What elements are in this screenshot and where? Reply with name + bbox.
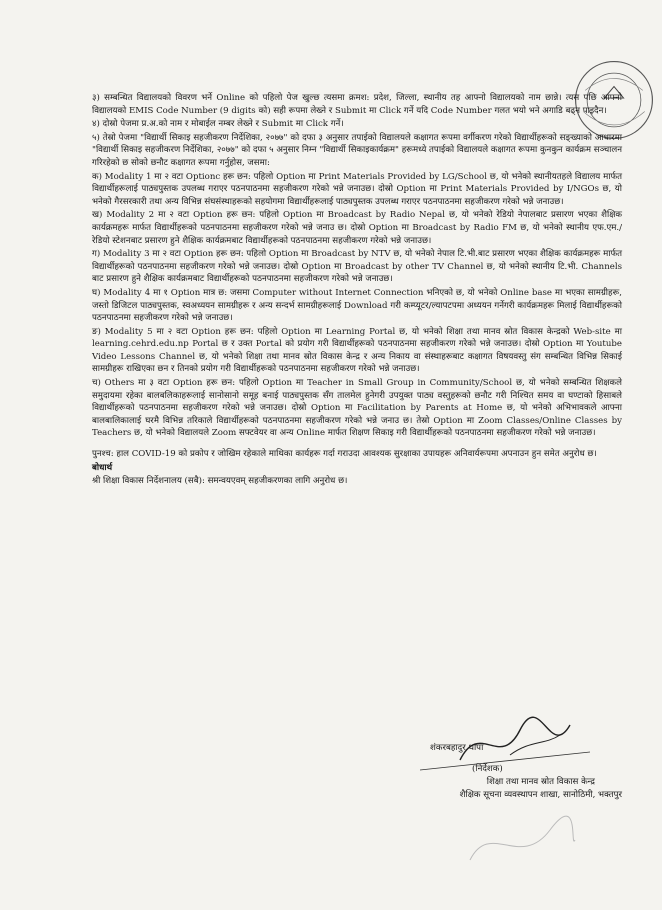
point-3: ३) सम्बन्धित विद्यालयको विवरण भर्ने Online को पहिलो पेज खुल्छ त्यसमा क्रमश: प्रदेश, जिल्ला, स्थानीय तह आफ्नो विद्यालयको नाम छान्ने। त्यस पछि आफ्नो विद्यालयको EMIS Code Number (9 digits को) सही रूपमा लेख्ने र Submit मा Click गर्ने यदि Code Number गलत भयो भने अगाडि बढ्न पाइदैन। <box>92 93 622 116</box>
office-address-block <box>460 776 622 802</box>
handwritten-scribble-mark <box>460 810 580 880</box>
modality-4: घ) Modality 4 मा १ Option मात्र छ: जसमा Computer without Internet Connection भनिएको छ, यो भनेको Online base मा भएका सामग्रीहरू, जस्तो डिजिटल पाठ्यपुस्तक, स्वअध्ययन सामग्रीहरू र अन्य सन्दर्भ सामग्रीहरूलाई Download गरी कम्प्यूटर/ल्यापटपमा अध्ययन गर्नेगरी कार्यक्रमहरू मिलाई विद्यार्थीहरूको पठनपाठनमा सहजीकरण गरेको भन्ने जनाउछ। <box>92 287 622 324</box>
office-branch: शैक्षिक सूचना व्यवस्थापन शाखा, सानोठिमी, भक्तपुर <box>459 790 622 800</box>
modality-3: ग) Modality 3 मा २ वटा Option हरू छन: पहिलो Option मा Broadcast by NTV छ, यो भनेको नेपाल टि.भी.बाट प्रसारण भएका शैक्षिक कार्यक्रमहरू मार्फत विद्यार्थीहरूको पठनपाठनमा सहजीकरण गरेको भन्ने जनाउछ। दोस्रो Option मा Broadcast by other TV Channel छ, यो भनेको स्थानीय टि.भी. Channels बाट प्रसारण हुने शैक्षिक कार्यक्रमबाट विद्यार्थीहरूको पठनपाठनमा सहजीकरण गरेको भन्ने जनाउछ। <box>92 249 622 285</box>
postscript-note: पुनश्च: हाल COVID-19 को प्रकोप र जोखिम रहेकाले माथिका कार्यहरू गर्दा गराउदा आवश्यक सुरक्षाका उपायहरू अनिवार्यरूपमा अपनाउन हुन समेत अनुरोध छ। <box>92 449 597 460</box>
others-modality: च) Others मा ३ वटा Option हरू छन: पहिलो Option मा Teacher in Small Group in Community/School छ, यो भनेको सम्बन्धित शिक्षकले समुदायमा रहेका बालबलिकाहरूलाई सानोसानो समूह बनाई पाठ्यपुस्तक सँग तालमेल हुनेगरी उपयुक्त पाठ्य वस्तुहरूको छनौट गरी निश्चित समय वा घण्टाको हिसाबले विद्यार्थीहरूको पठनपाठनमा सहजीकरण गरेको भन्ने जनाउछ। दोस्रो Option मा Facilitation by Parents at Home छ, यो भनेको अभिभावकले आफ्ना बालबालिकालाई घरमै विभिन्न तरिकाले विद्यार्थीहरूको पठनपाठनमा सहजीकरण गरेको भन्ने जनाउ छ। तेस्रो Option मा Zoom Classes/Online Classes by Teachers छ, यो भनेको विद्यालयले Zoom सफ्टवेयर वा अन्य Online मार्फत शिक्षण सिकाइ गरी विद्यार्थीहरूको पठनपाठनमा सहजीकरण गरेको भन्ने जनाउछ। <box>92 378 622 439</box>
letter-body <box>92 92 622 489</box>
office-name: शिक्षा तथा मानव स्रोत विकास केन्द्र <box>486 777 595 787</box>
point-5: ५) तेस्रो पेजमा "विद्यार्थी सिकाइ सहजीकरण निर्देशिका, २०७७" को दफा ३ अनुसार तपाईको विद्यालयले कक्षागत रूपमा वर्गीकरण गरेको विद्यार्थीहरूको सङ्ख्याको आधारमा "विद्यार्थी सिकाइ सहजीकरण निर्देशिका, २०७७" को दफा ५ अनुसार निम्न "विद्यार्थी सिकाइकार्यक्रम" हरूमध्ये तपाईको विद्यालयले कक्षागत रूपमा कुनकुन कार्यक्रम सञ्चालन गरिरहेको छ सोको छनौट कक्षागत रूपमा गर्नुहोस, जसमा: <box>92 132 622 168</box>
modality-2: ख) Modality 2 मा २ वटा Option हरू छन: पहिलो Option मा Broadcast by Radio Nepal छ, यो भनेको रेडियो नेपालबाट प्रसारण भएका शैक्षिक कार्यक्रमहरू मार्फत विद्यार्थीहरूको पठनपाठनमा सहजीकरण गरेको भन्ने जनाउ छ। दोस्रो Option मा Broadcast by Radio FM छ, यो भनेको स्थानीय एफ.एम./रेडियो स्टेशनबाट प्रसारण हुने शैक्षिक कार्यक्रमबाट विद्यार्थीहरूको पठनपाठनमा सहजीकरण गरेको भन्ने जनाउछ। <box>92 210 622 246</box>
modality-5: ङ) Modality 5 मा २ वटा Option हरू छन: पहिलो Option मा Learning Portal छ, यो भनेको शिक्षा तथा मानव स्रोत विकास केन्द्रको Web-site मा learning.cehrd.edu.np Portal छ र उक्त Portal को प्रयोग गरी विद्यार्थीहरूको पठनपाठनमा सहजीकरण गरेको भन्ने जनाउछ। दोस्रो Option मा Youtube Video Lessons Channel छ, यो भनेको शिक्षा तथा मानव स्रोत विकास केन्द्र र अन्य निकाय वा संस्थाहरूबाट कक्षागत विषयवस्तु संग सम्बन्धित विभिन्न सिकाई सामग्रीहरू राखिएका छन र तिनको प्रयोग गरी विद्यार्थीहरूको पठनपाठनमा सहजीकरण गरेको भन्ने जनाउछ। <box>92 326 622 375</box>
cc-line: श्री शिक्षा विकास निर्देशनालय (सबै): समन्वयएवम् सहजीकरणका लागि अनुरोध छ। <box>92 476 348 487</box>
modality-1: क) Modality 1 मा २ वटा Optionc हरू छन: पहिलो Option मा Print Materials Provided by LG/School छ, यो भनेको स्थानीयतहले विद्यालय मार्फत विद्यार्थीहरूलाई पाठ्यपुस्तक उपलब्ध गराएर पठनपाठनमा सहजीकरण गरेको भन्ने जनाउछ। दोस्रो Option मा Print Materials Provided by I/NGOs छ, यो भनेको गैरसरकारी तथा अन्य विभिन्न संघसंस्थाहरूको सहयोगमा विद्यार्थीहरूलाई पाठ्यपुस्तक उपलब्ध गराएर पठनपाठनमा सहजीकरण गरेको भन्ने जनाउछ। <box>92 171 622 207</box>
signatory-role: (निर्देशक) <box>472 764 503 774</box>
signatory-name: शंकरबहादुर थापा <box>430 743 484 753</box>
cc-heading: बोधार्थ <box>92 462 113 473</box>
point-4: ४) दोस्रो पेजमा प्र.अ.को नाम र मोबाईल नम्बर लेख्ने र Submit मा Click गर्ने। <box>92 119 344 130</box>
